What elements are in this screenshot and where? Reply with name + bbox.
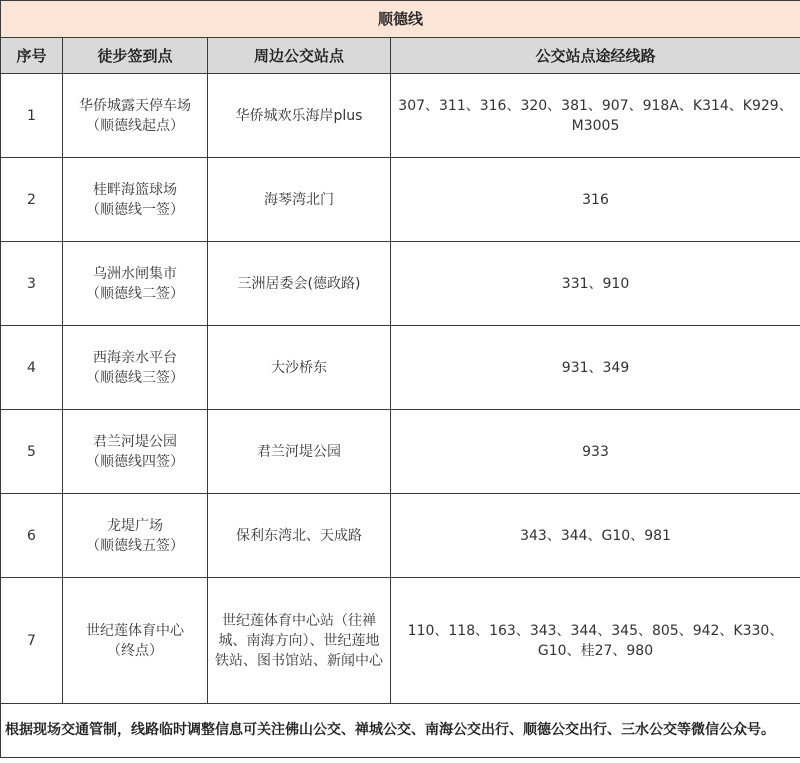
checkpoint-name: 世纪莲体育中心 [86, 622, 184, 639]
checkpoint-name: 龙堤广场 [107, 517, 163, 534]
bus-stop-cell: 君兰河堤公园 [208, 410, 391, 494]
table-row [1, 242, 800, 326]
checkpoint-cell [63, 410, 208, 494]
routes-cell: 331、910 [391, 242, 800, 326]
row-index: 7 [1, 578, 63, 704]
table-row [1, 410, 800, 494]
bus-stop-cell: 三洲居委会(德政路) [208, 242, 391, 326]
routes-cell: 931、349 [391, 326, 800, 410]
note-row [1, 704, 800, 758]
row-index: 2 [1, 158, 63, 242]
column-header-routes: 公交站点途经线路 [391, 38, 800, 74]
routes-cell: 110、118、163、343、344、345、805、942、K330、G10、桂27、980 [391, 578, 800, 704]
bus-stop-cell: 世纪莲体育中心站（往禅城、南海方向）、世纪莲地铁站、图书馆站、新闻中心 [208, 578, 391, 704]
checkpoint-name: 西海亲水平台 [93, 349, 177, 366]
checkpoint-note: （顺德线四签） [86, 453, 184, 470]
table-row [1, 494, 800, 578]
checkpoint-note: （顺德线五签） [86, 537, 184, 554]
checkpoint-note: （顺德线二签） [86, 285, 184, 302]
row-index: 3 [1, 242, 63, 326]
bus-stop-cell: 海琴湾北门 [208, 158, 391, 242]
table-title: 顺德线 [1, 1, 800, 38]
column-header-checkpoint: 徒步签到点 [63, 38, 208, 74]
routes-cell: 307、311、316、320、381、907、918A、K314、K929、M3005 [391, 74, 800, 158]
checkpoint-name: 乌洲水闸集市 [93, 265, 177, 282]
bus-stop-cell: 大沙桥东 [208, 326, 391, 410]
table-row [1, 158, 800, 242]
traffic-note: 根据现场交通管制，线路临时调整信息可关注佛山公交、禅城公交、南海公交出行、顺德公交出行、三水公交等微信公众号。 [1, 704, 800, 758]
row-index: 1 [1, 74, 63, 158]
checkpoint-note: （顺德线一签） [86, 201, 184, 218]
bus-stop-cell: 华侨城欢乐海岸plus [208, 74, 391, 158]
checkpoint-cell [63, 326, 208, 410]
table-row [1, 326, 800, 410]
checkpoint-name: 华侨城露天停车场 [79, 97, 191, 114]
checkpoint-cell [63, 578, 208, 704]
row-index: 6 [1, 494, 63, 578]
routes-cell: 316 [391, 158, 800, 242]
checkpoint-note: （顺德线三签） [86, 369, 184, 386]
column-header-index: 序号 [1, 38, 63, 74]
bus-stop-cell: 保利东湾北、天成路 [208, 494, 391, 578]
checkpoint-note: （顺德线起点） [86, 117, 184, 134]
routes-cell: 343、344、G10、981 [391, 494, 800, 578]
table-row [1, 74, 800, 158]
checkpoint-name: 君兰河堤公园 [93, 433, 177, 450]
checkpoint-cell [63, 158, 208, 242]
column-header-bus-stop: 周边公交站点 [208, 38, 391, 74]
row-index: 5 [1, 410, 63, 494]
checkpoint-cell [63, 74, 208, 158]
row-index: 4 [1, 326, 63, 410]
checkpoint-cell [63, 494, 208, 578]
checkpoint-name: 桂畔海篮球场 [93, 181, 177, 198]
table-row [1, 578, 800, 704]
checkpoint-cell [63, 242, 208, 326]
title-row [1, 1, 800, 38]
header-row [1, 38, 800, 74]
checkpoint-note: （终点） [107, 642, 163, 659]
routes-cell: 933 [391, 410, 800, 494]
